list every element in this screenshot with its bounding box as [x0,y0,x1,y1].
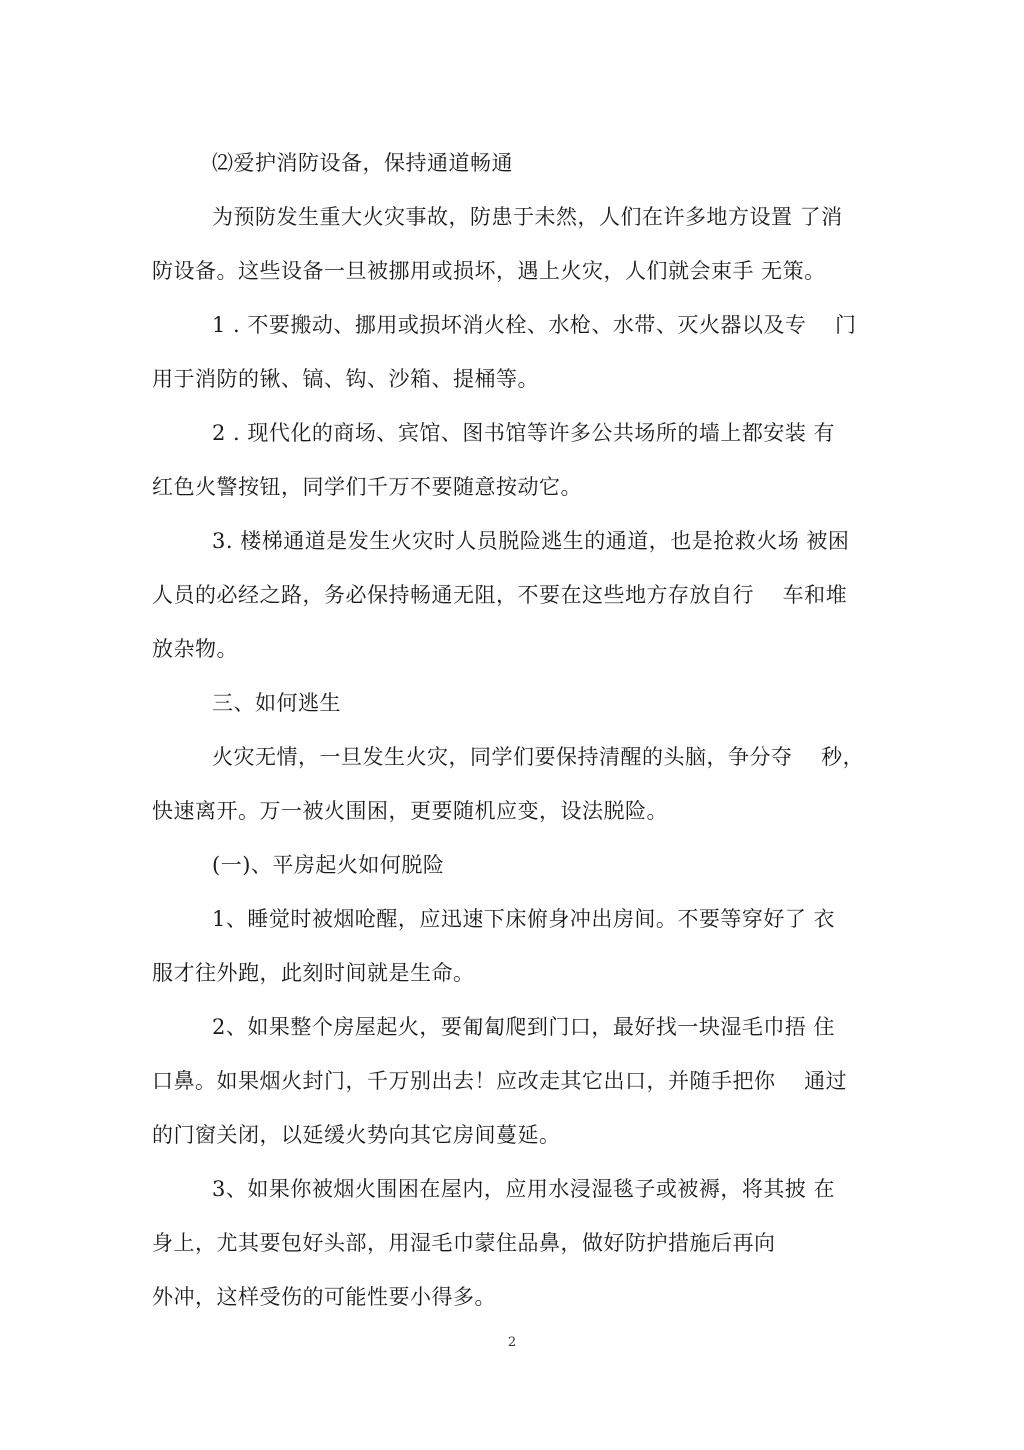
list-item-2: 2、如果整个房屋起火，要匍匐爬到门口，最好找一块湿毛巾捂 住 [212,1015,836,1039]
list-item-1: 1、睡觉时被烟呛醒，应迅速下床俯身冲出房间。不要等穿好了 衣 [212,907,836,931]
paragraph-line: 的门窗关闭，以延缓火势向其它房间蔓延。 [152,1123,561,1147]
subheading-protect-equipment: ⑵爱护消防设备，保持通道畅通 [212,151,513,175]
paragraph-line: 用于消防的锹、镐、钩、沙箱、提桶等。 [152,367,539,391]
paragraph-line: 口鼻。如果烟火封门，千万别出去！应改走其它出口，并随手把你 通过 [152,1069,848,1093]
section-heading-escape: 三、如何逃生 [212,691,341,715]
paragraph-line: 放杂物。 [152,637,238,661]
paragraph-line: 身上，尤其要包好头部，用湿毛巾蒙住品鼻，做好防护措施后再向 [152,1231,776,1255]
paragraph-line: 外冲，这样受伤的可能性要小得多。 [152,1285,496,1309]
paragraph-line: 火灾无情，一旦发生火灾，同学们要保持清醒的头脑，争分夺 秒， [212,745,865,769]
page-number: 2 [507,1335,517,1350]
paragraph-line: 快速离开。万一被火围困，更要随机应变，设法脱险。 [152,799,668,823]
paragraph-line: 红色火警按钮，同学们千万不要随意按动它。 [152,475,582,499]
paragraph-line: 服才往外跑，此刻时间就是生命。 [152,961,475,985]
paragraph-line: 人员的必经之路，务必保持畅通无阻，不要在这些地方存放自行 车和堆 [152,583,848,607]
list-item-3: 3. 楼梯通道是发生火灾时人员脱险逃生的通道，也是抢救火场 被困 [212,529,850,553]
paragraph-line: 防设备。这些设备一旦被挪用或损坏，遇上火灾，人们就会束手 无策。 [152,259,826,283]
list-item-3: 3、如果你被烟火围困在屋内，应用水浸湿毯子或被褥，将其披 在 [212,1177,836,1201]
subheading-bungalow-fire: (一)、平房起火如何脱险 [212,853,445,877]
list-item-2: 2 . 现代化的商场、宾馆、图书馆等许多公共场所的墙上都安装 有 [212,421,836,445]
paragraph-line: 为预防发生重大火灾事故，防患于未然，人们在许多地方设置 了消 [212,205,843,229]
list-item-1: 1 . 不要搬动、挪用或损坏消火栓、水枪、水带、灭火器以及专 门 [212,313,857,337]
